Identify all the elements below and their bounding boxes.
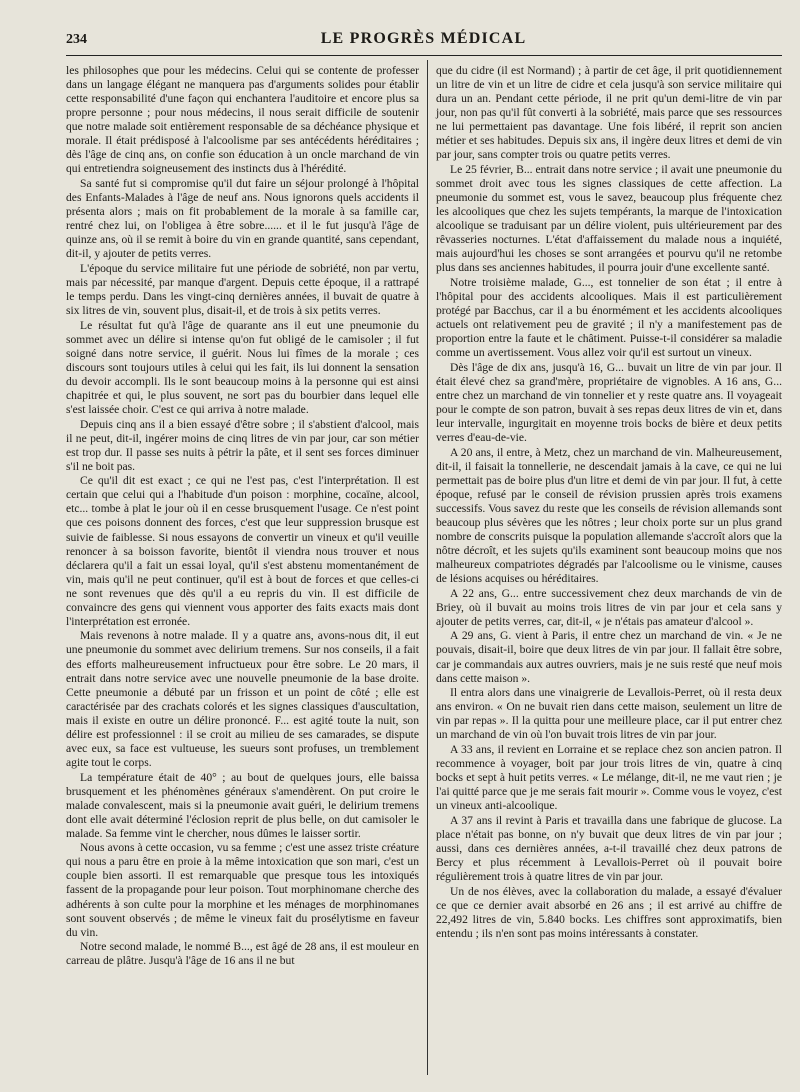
paragraph: Un de nos élèves, avec la collaboration du malade, a essayé d'évaluer ce que ce dernier avait absorbé en 26 ans ; il est arrivé au chiffre de 22,492 litres de vin, 5.840 bocks. Les chiffres sont approximatifs, bien entendu ; ils n'en sont pas moins intéressants à constater. <box>436 884 782 940</box>
journal-title: LE PROGRÈS MÉDICAL <box>320 30 527 47</box>
paragraph: Notre second malade, le nommé B..., est âgé de 28 ans, il est mouleur en carreau de plâtre. Jusqu'à l'âge de 16 ans il ne but <box>66 940 419 968</box>
page-number: 234 <box>66 32 87 47</box>
header-rule <box>66 55 782 56</box>
paragraph: La température était de 40° ; au bout de quelques jours, elle baissa brusquement et les phénomènes généraux s'amendèrent. On put croire le malade convalescent, mais si la pneumonie avait guéri, le delirium tremens dont elle avait déterminé l'éclosion reprit de plus belle, on dut camisoler le malade. Sa femme vint le chercher, nous dûmes le laisser sortir. <box>66 770 419 840</box>
paragraph: Il entra alors dans une vinaigrerie de Levallois-Perret, où il resta deux ans environ. « On ne buvait rien dans cette maison, seulement un litre de vin par repas ». Il la quitta pour une meilleure place, car il put entrer chez un marchand de vin où l'on buvait trois litres de vin par jour. <box>436 686 782 742</box>
paragraph: Le 25 février, B... entrait dans notre service ; il avait une pneumonie du sommet droit avec tous les signes classiques de cette affection. La pneumonie du sommet est, vous le savez, beaucoup plus fréquente chez les alcooliques que chez les sujets tempérants, la marque de l'intoxication alcoolique se traduisant par un délire violent, puis ultérieurement par des rêvasseries nocturnes. L'état d'affaissement du malade nous a inquiété, mais aujourd'hui les choses se sont arrangées et pourvu qu'il ne retombe plus dans ses anciennes habitudes, il pourra jouir d'une excellente santé. <box>436 162 782 275</box>
paragraph: Sa santé fut si compromise qu'il dut faire un séjour prolongé à l'hôpital des Enfants-Malades à l'âge de neuf ans. Nous ignorons quels accidents il présenta alors ; mais on fit probablement de la morale à sa famille car, rentré chez lui, on l'obligea à être sobre...... et il le fut jusqu'à l'âge de quinze ans, où il se remit à boire du vin en grande quantité, sans cependant, dit-il, y ajouter de petits verres. <box>66 176 419 261</box>
right-column <box>436 64 782 941</box>
paragraph: A 22 ans, G... entre successivement chez deux marchands de vin de Briey, où il buvait au moins trois litres de vin par jour et cela sans y ajouter de petits verres, car, dit-il, « je n'étais pas amateur d'alcool ». <box>436 586 782 628</box>
paragraph: A 37 ans il revint à Paris et travailla dans une fabrique de glucose. La place n'était pas bonne, on n'y buvait que deux litres de vin par jour ; aussi, dans ces dernières années, a-t-il travaillé chez deux patrons de Bercy et plus récemment à Levallois-Perret où il pouvait boire régulièrement trois à quatre litres de vin par jour. <box>436 813 782 884</box>
paragraph: Nous avons à cette occasion, vu sa femme ; c'est une assez triste créature qui nous a paru être en proie à la même intoxication que son mari, c'est un couple bien assorti. Il est remarquable que presque tous les intoxiqués fassent de la propagande pour leur poison. Tout morphinomane cherche des adhérents à son culte pour la morphine et les ménages de morphinomanes sont souvent observés ; de même le vineux fait du prosélytisme en faveur du vin. <box>66 841 419 939</box>
paragraph: Dès l'âge de dix ans, jusqu'à 16, G... buvait un litre de vin par jour. Il était élevé chez sa grand'mère, propriétaire de vignobles. A 16 ans, G... entre chez un marchand de vin tonnelier et y reste quatre ans. Il voyageait pour le compte de son patron, buvait à ses repas deux litres de vin et, dans leur intervalle, ingurgitait en moyenne trois bocks de bière et deux petits verres d'eau-de-vie. <box>436 360 782 444</box>
paragraph: L'époque du service militaire fut une période de sobriété, non par vertu, mais par nécessité, par manque d'argent. Depuis cette époque, il a rattrapé le temps perdu. Dans les vingt-cinq dernières années, il buvait de quatre à six litres de vin, souvent plus, disait-il, et de trois à six petits verres. <box>66 261 419 317</box>
paragraph: A 20 ans, il entre, à Metz, chez un marchand de vin. Malheureusement, dit-il, il faisait la tonnellerie, ne descendait jamais à la cave, ce qui ne lui permettait pas de boire plus d'un litre et demi de vin par jour. Il fut, à cette époque, refusé par le conseil de révision prussien après trois examens successifs. Vous savez du reste que les conseils de révision allemands sont beaucoup plus sévères que les nôtres ; leur choix porte sur un plus grand nombre de conscrits puisque la population allemande s'accroît alors que la nôtre décroît, et les sujets qu'ils examinent sont beaucoup moins que nos malheureux compatriotes dégradés par l'alcoolisme ou le vinisme, causes de lésions acquises ou héréditaires. <box>436 445 782 586</box>
paragraph: Notre troisième malade, G..., est tonnelier de son état ; il entre à l'hôpital pour des accidents alcooliques. Mais il est particulièrement protégé par Bacchus, car il a bu énormément et les accidents alcooliques actuels ont relativement peu de gravité ; il n'y a manifestement pas de proportion entre la faute et le châtiment. Puisse-t-il considérer sa maladie comme un avertissement. Vous allez voir qu'il est surtout un vineux. <box>436 275 782 360</box>
paragraph: que du cidre (il est Normand) ; à partir de cet âge, il prit quotidiennement un litre de vin et un litre de cidre et cela jusqu'à son service militaire qui dura un an. Pendant cette période, il ne prit qu'un demi-litre de vin par jour, non pas qu'il fût converti à la sobriété, mais parce que ses ressources ne lui permettaient pas davantage. Une fois libéré, il reprit son ancien métier et ses habitudes. Depuis six ans, il ingère deux litres et demi de vin par jour, sans compter trois ou quatre petits verres. <box>436 64 782 162</box>
left-column <box>66 64 419 969</box>
paragraph: Mais revenons à notre malade. Il y a quatre ans, avons-nous dit, il eut une pneumonie du sommet avec delirium tremens. Sur nos conseils, il a fait des efforts malheureusement infructueux pour être sobre. Le 20 mars, il entrait dans notre service avec une nouvelle pneumonie de la base droite. Cette pneumonie a débuté par un frisson et un point de côté ; elle est caractérisée par des crachats colorés et les signes classiques d'auscultation, mais il existe en outre un délire prononcé. F... est agité toute la nuit, son délire est professionnel : il se croit au milieu de ses camarades, se dispute avec eux, sa face est vultueuse, les sueurs sont profuses, un tremblement agite tout le corps. <box>66 629 419 769</box>
paragraph: Le résultat fut qu'à l'âge de quarante ans il eut une pneumonie du sommet avec un délire si intense qu'on fut obligé de le camisoler ; il fut soigné dans notre service, il guérit. Nous lui fîmes de la morale ; ces discours sont toujours utiles à celui qui les fait, ils lui donnent la sensation du devoir accompli. Ils le sont beaucoup moins à la personne qui est ainsi chapitrée et qui, le plus souvent, ne sort pas du bourbier dans lequel elle s'est laissée choir. C'est ce qui arriva à notre malade. <box>66 318 419 416</box>
paragraph: Depuis cinq ans il a bien essayé d'être sobre ; il s'abstient d'alcool, mais il ne peut, dit-il, ingérer moins de cinq litres de vin par jour, car son métier est trop dur. Il passe ses nuits à pétrir la pâte, et il sent ses forces diminuer s'il ne boit pas. <box>66 417 419 473</box>
paragraph: les philosophes que pour les médecins. Celui qui se contente de professer dans un langage élégant ne manquera pas d'arguments solides pour établir cette responsabilité d'une façon qui enchantera l'auditoire et encore plus sa propre personne ; pour nous médecins, il nous serait difficile de soutenir que notre malade soit entièrement responsable de sa déchéance physique et morale. Il était prédisposé à l'alcoolisme par ses antécédents héréditaires ; dès l'âge de cinq ans, on confie son éducation à un oncle marchand de vin qui entretiendra soigneusement des instincts dus à l'hérédité. <box>66 64 419 176</box>
running-header <box>66 30 781 52</box>
paragraph: Ce qu'il dit est exact ; ce qui ne l'est pas, c'est l'interprétation. Il est certain que celui qui a l'habitude d'un poison : morphine, cocaïne, alcool, etc... tombe à plat le jour où il en cesse brusquement l'usage. Ce n'est point que ces poisons donnent des forces, c'est que leur suppression brusque est suivie de faiblesse. Si nous essayons de convertir un vineux et qu'il veuille renoncer à sa boisson favorite, bientôt il viendra nous trouver et nous déclarera qu'il a fait un essai loyal, qu'il s'est abstenu momentanément de vin, mais qu'il ne peut continuer, qu'il est à bout de forces et que celles-ci ne sont revenues que dès qu'il a eu repris du vin. Il est difficile de convaincre des gens qui viennent vous apporter des faits exacts mais dont l'interprétation est erronée. <box>66 474 419 628</box>
paragraph: A 33 ans, il revient en Lorraine et se replace chez son ancien patron. Il recommence à voyager, boit par jour trois litres de vin, quatre à cinq bocks et sept à huit petits verres. « Le mélange, dit-il, ne me vaut rien ; je l'ai quitté parce que je me serais fait mourir ». Comme vous le voyez, c'est un vineux anti-alcoolique. <box>436 743 782 813</box>
column-divider <box>427 60 428 1075</box>
paragraph: A 29 ans, G. vient à Paris, il entre chez un marchand de vin. « Je ne pouvais, disait-il, boire que deux litres de vin par jour. Il fallait être sobre, car je commandais aux autres ouvriers, mais je ne suis resté que neuf mois dans cette maison ». <box>436 629 782 685</box>
